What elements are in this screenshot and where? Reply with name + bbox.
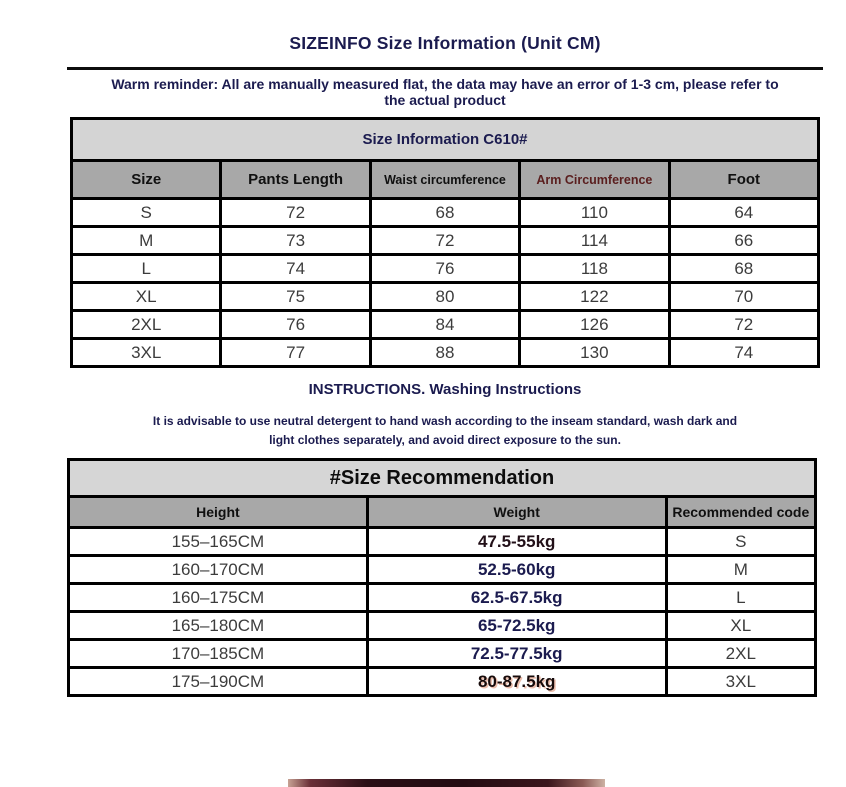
table-row: [69, 668, 816, 696]
table-row: [69, 528, 816, 556]
column-header-waist-circumference: Waist circumference: [370, 161, 519, 199]
foot-cell: 68: [669, 255, 818, 283]
arm-cell: 110: [520, 199, 669, 227]
arm-cell: 130: [520, 339, 669, 367]
height-cell: 175–190CM: [69, 668, 368, 696]
size-cell: M: [72, 227, 221, 255]
waist-cell: 68: [370, 199, 519, 227]
size-cell: 2XL: [72, 311, 221, 339]
foot-cell: 64: [669, 199, 818, 227]
waist-cell: 84: [370, 311, 519, 339]
size-table-title-row: [72, 119, 819, 161]
arm-cell: 114: [520, 227, 669, 255]
warm-reminder: [67, 76, 823, 108]
table-row: [69, 612, 816, 640]
weight-cell: 72.5-77.5kg: [367, 640, 666, 668]
size-recommendation-table: [67, 458, 817, 697]
code-cell: 3XL: [666, 668, 815, 696]
table-row: [72, 227, 819, 255]
size-table-title: Size Information C610#: [72, 119, 819, 161]
weight-cell: 80-87.5kg: [367, 668, 666, 696]
weight-cell: 47.5-55kg: [367, 528, 666, 556]
code-cell: L: [666, 584, 815, 612]
foot-cell: 72: [669, 311, 818, 339]
column-header-arm-circumference: Arm Circumference: [520, 161, 669, 199]
washing-instructions-line1: It is advisable to use neutral detergent to hand wash according to the inseam standard, wash dark and: [152, 414, 738, 429]
pants-length-cell: 73: [221, 227, 370, 255]
pants-length-cell: 72: [221, 199, 370, 227]
rec-table-title-row: [69, 460, 816, 497]
column-header-weight: Weight: [367, 497, 666, 528]
pants-length-cell: 75: [221, 283, 370, 311]
next-image-top-edge: [288, 779, 605, 787]
waist-cell: 76: [370, 255, 519, 283]
size-table-header-row: [72, 161, 819, 199]
weight-cell: 62.5-67.5kg: [367, 584, 666, 612]
column-header-recommended-code: Recommended code: [666, 497, 815, 528]
rec-table-header-row: [69, 497, 816, 528]
size-cell: XL: [72, 283, 221, 311]
arm-cell: 118: [520, 255, 669, 283]
column-header-foot: Foot: [669, 161, 818, 199]
pants-length-cell: 76: [221, 311, 370, 339]
divider-line: [67, 67, 823, 70]
size-information-table: [70, 117, 820, 368]
table-row: [72, 311, 819, 339]
pants-length-cell: 77: [221, 339, 370, 367]
table-row: [69, 584, 816, 612]
height-cell: 165–180CM: [69, 612, 368, 640]
size-cell: 3XL: [72, 339, 221, 367]
foot-cell: 66: [669, 227, 818, 255]
waist-cell: 80: [370, 283, 519, 311]
weight-cell: 65-72.5kg: [367, 612, 666, 640]
column-header-pants-length: Pants Length: [221, 161, 370, 199]
foot-cell: 74: [669, 339, 818, 367]
pants-length-cell: 74: [221, 255, 370, 283]
washing-instructions-line2: light clothes separately, and avoid direct exposure to the sun.: [269, 432, 621, 447]
arm-cell: 122: [520, 283, 669, 311]
column-header-height: Height: [69, 497, 368, 528]
rec-table-title: #Size Recommendation: [69, 460, 816, 497]
warm-reminder-line1: Warm reminder: All are manually measured flat, the data may have an error of 1-3 cm, please refer to: [111, 76, 779, 92]
foot-cell: 70: [669, 283, 818, 311]
arm-cell: 126: [520, 311, 669, 339]
table-row: [69, 556, 816, 584]
washing-instructions-text: [67, 412, 823, 449]
column-header-size: Size: [72, 161, 221, 199]
code-cell: S: [666, 528, 815, 556]
washing-instructions-title: INSTRUCTIONS. Washing Instructions: [308, 381, 582, 399]
table-row: [72, 255, 819, 283]
waist-cell: 72: [370, 227, 519, 255]
page-content: [67, 33, 823, 697]
table-row: [72, 339, 819, 367]
code-cell: M: [666, 556, 815, 584]
warm-reminder-line2: the actual product: [384, 92, 506, 109]
table-row: [69, 640, 816, 668]
table-row: [72, 199, 819, 227]
height-cell: 155–165CM: [69, 528, 368, 556]
height-cell: 160–170CM: [69, 556, 368, 584]
page-title: SIZEINFO Size Information (Unit CM): [289, 33, 601, 53]
size-cell: S: [72, 199, 221, 227]
height-cell: 160–175CM: [69, 584, 368, 612]
waist-cell: 88: [370, 339, 519, 367]
table-row: [72, 283, 819, 311]
size-cell: L: [72, 255, 221, 283]
height-cell: 170–185CM: [69, 640, 368, 668]
weight-cell: 52.5-60kg: [367, 556, 666, 584]
code-cell: XL: [666, 612, 815, 640]
code-cell: 2XL: [666, 640, 815, 668]
